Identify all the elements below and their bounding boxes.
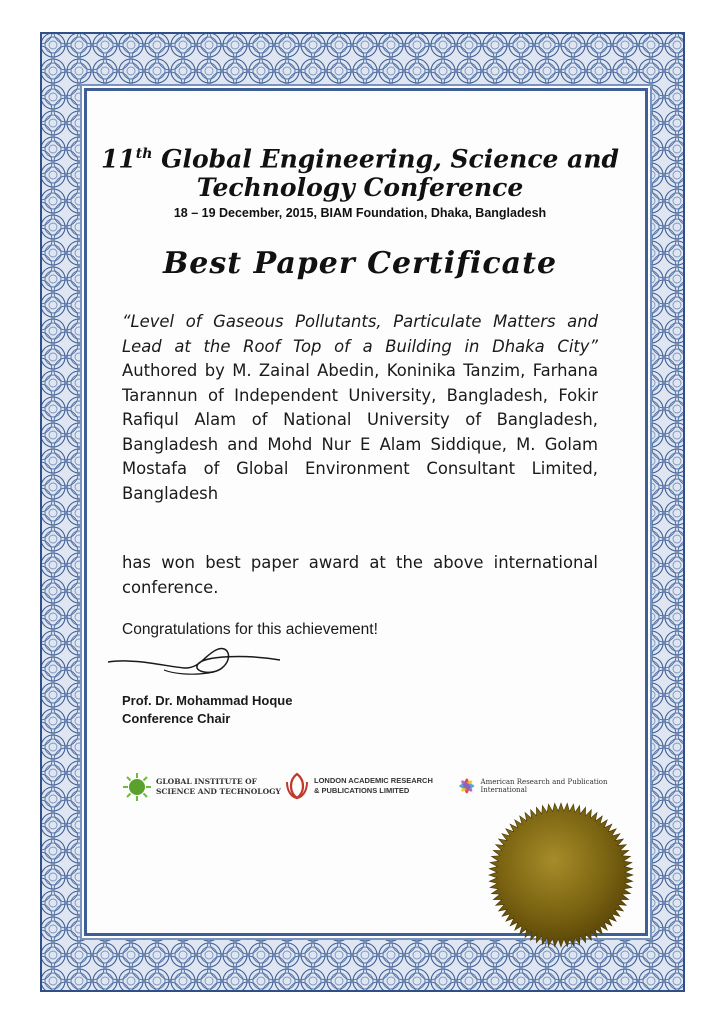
- award-statement: has won best paper award at the above international conference.: [122, 553, 598, 597]
- signatory-name: Prof. Dr. Mohammad Hoque: [122, 693, 293, 708]
- arpi-logo-text: American Research and Publication International: [480, 778, 608, 794]
- gist-logo: [122, 772, 281, 802]
- gold-seal: [486, 800, 636, 950]
- signatory-role: Conference Chair: [122, 711, 231, 726]
- gist-logo-line2: SCIENCE AND TECHNOLOGY: [156, 787, 281, 796]
- gist-logo-line1: GLOBAL INSTITUTE OF: [156, 777, 258, 786]
- conference-ordinal-suffix: th: [135, 146, 153, 162]
- red-lotus-icon: [284, 770, 310, 802]
- colorful-star-icon: [456, 772, 478, 800]
- congratulations-text: Congratulations for this achievement!: [122, 621, 378, 638]
- green-sun-icon: [122, 772, 152, 802]
- larpl-logo-line1: LONDON ACADEMIC RESEARCH: [314, 776, 433, 785]
- handwritten-signature: [104, 636, 294, 686]
- conference-title-line1: [90, 138, 630, 175]
- paper-authors: Authored by M. Zainal Abedin, Koninika Tanzim, Farhana Tarannun of Independent University, Bangladesh, Fokir Rafiqul Alam of National University of Bangladesh, Bangladesh and Mohd Nur E Alam Siddique, M. Golam Mostafa of Global Environment Consultant Limited, Bangladesh: [122, 361, 598, 503]
- arpi-logo: [456, 772, 626, 800]
- signatory-block: [122, 692, 292, 728]
- certificate-heading: Best Paper Certificate: [162, 246, 558, 281]
- certificate-citation: [122, 310, 598, 506]
- larpl-logo: [284, 770, 433, 802]
- conference-title-rest: Global Engineering, Science and: [152, 144, 620, 174]
- conference-ordinal: 11: [100, 144, 136, 174]
- conference-date-venue: 18 – 19 December, 2015, BIAM Foundation, Dhaka, Bangladesh: [173, 206, 547, 220]
- larpl-logo-line2: & PUBLICATIONS LIMITED: [314, 786, 410, 795]
- paper-title: “Level of Gaseous Pollutants, Particulate Matters and Lead at the Roof Top of a Building in Dhaka City”: [122, 312, 598, 356]
- conference-title-line2: Technology Conference: [196, 173, 524, 202]
